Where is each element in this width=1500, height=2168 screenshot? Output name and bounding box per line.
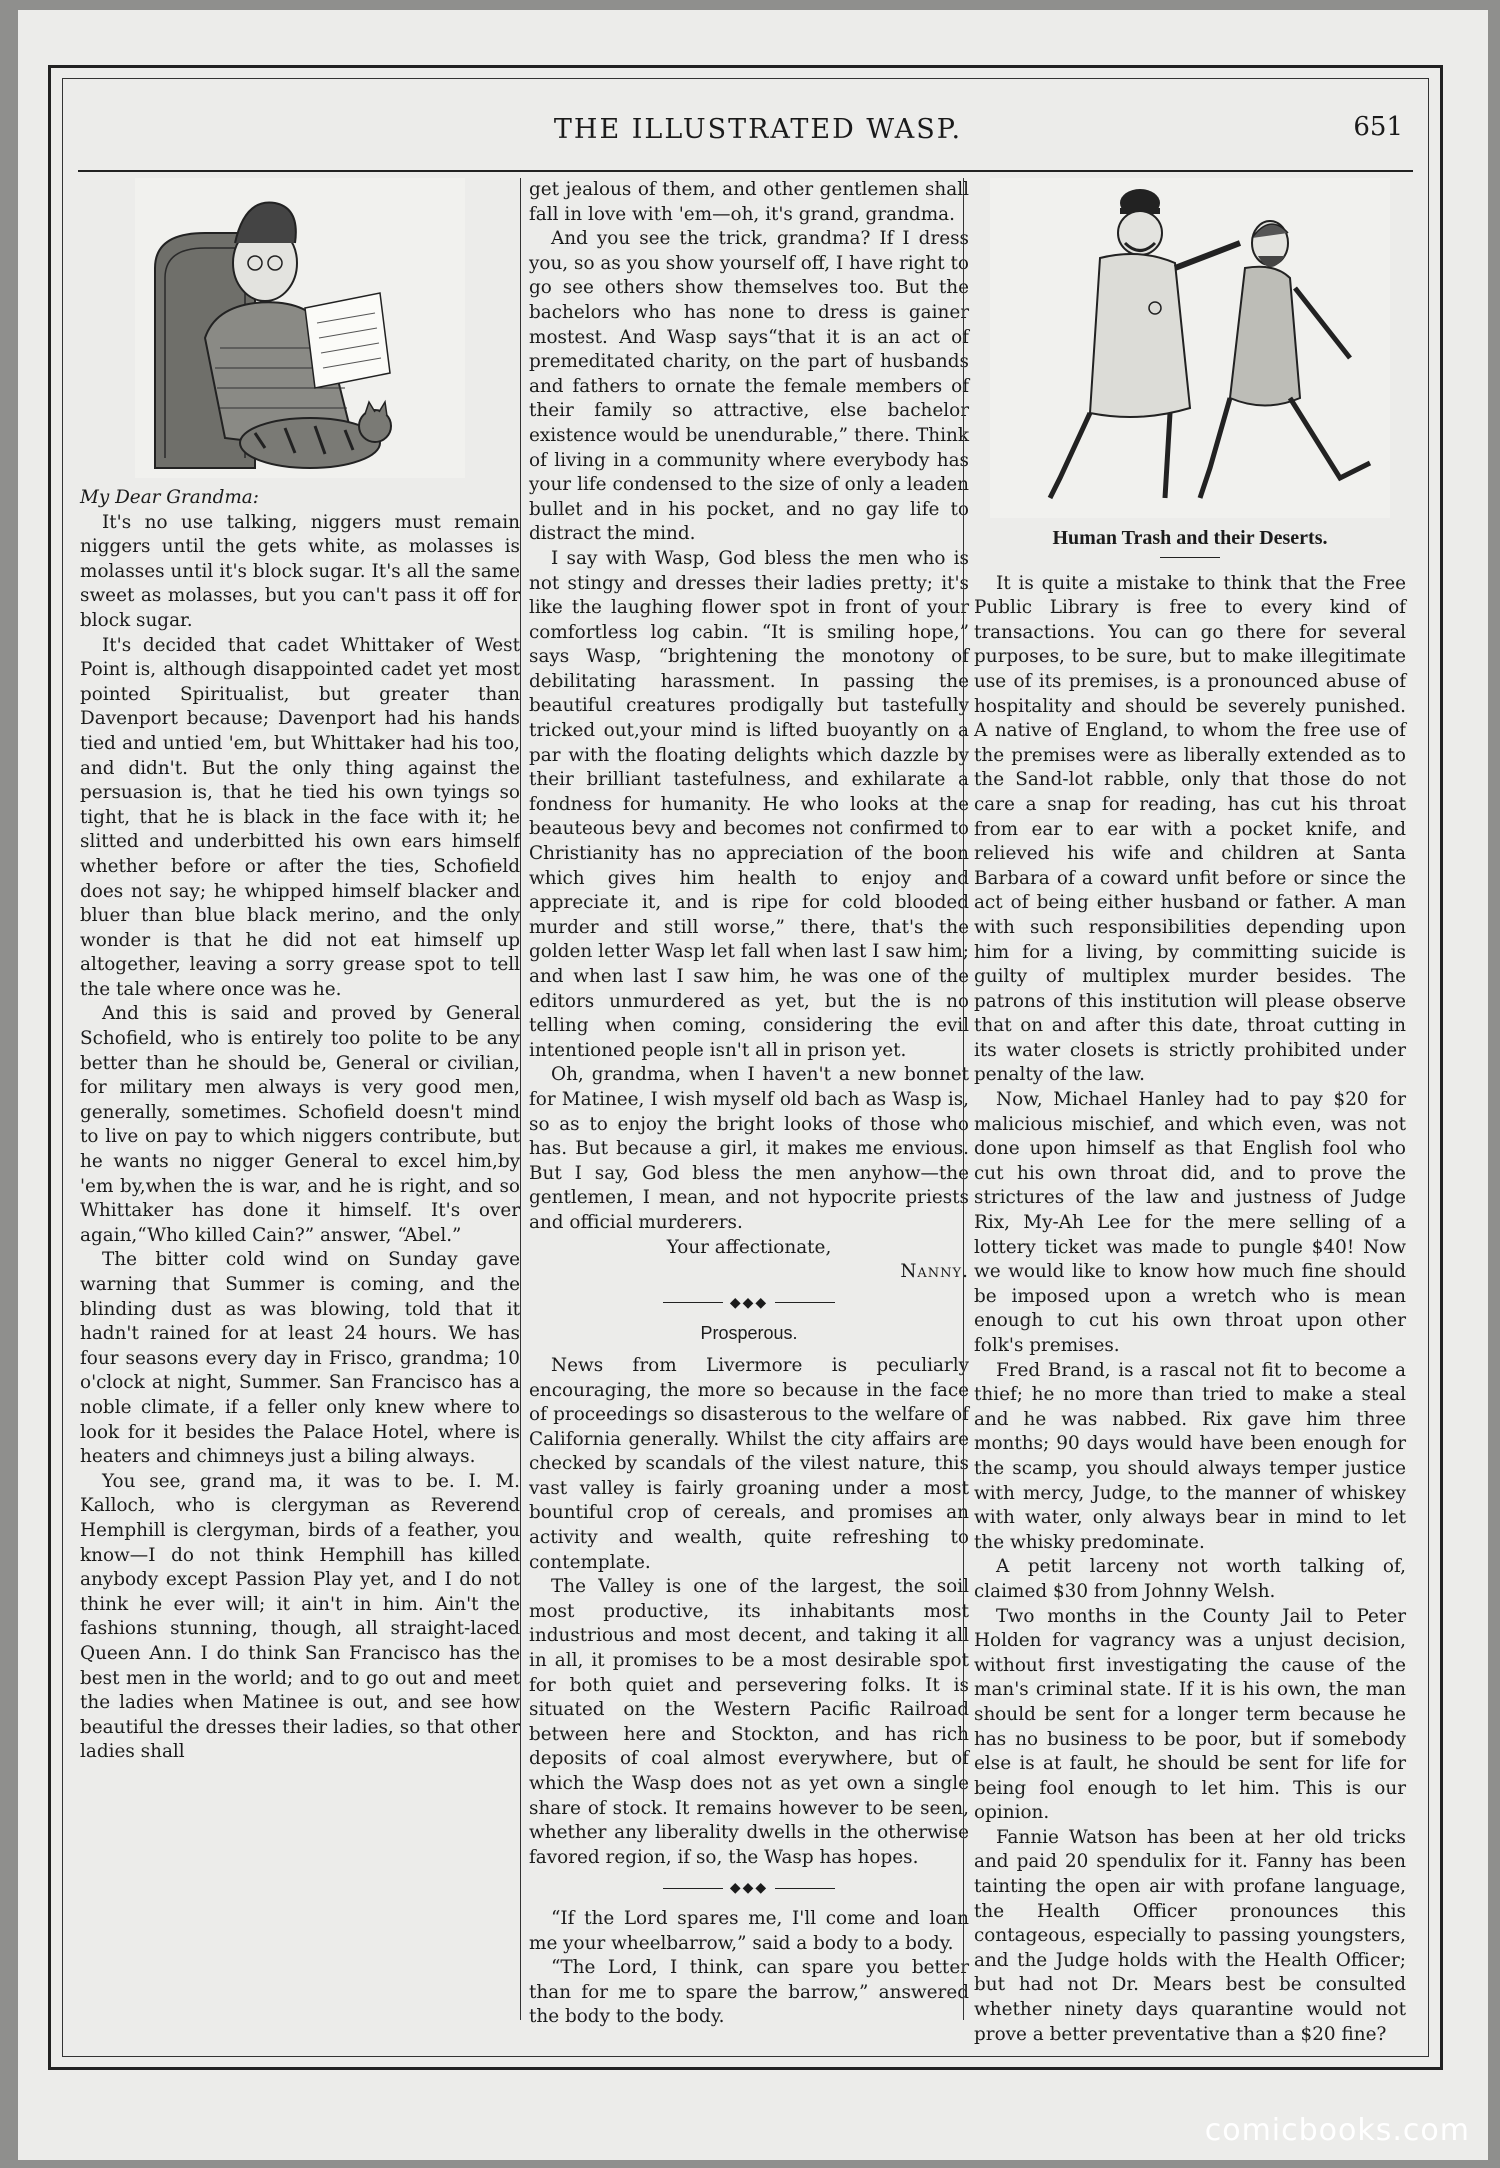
article-paragraph: Two months in the County Jail to Peter Holden for vagrancy was a unjust decision, without first investigating the cause of the man's criminal state. If it is his own, the man should be sent for a longer term because he has no business to be poor, but if somebody else is at fault, he should be sent for life for being fool enough to let him. This is our opinion. — [974, 1605, 1406, 1824]
section-divider: ◆◆◆ — [529, 1291, 969, 1316]
letter-signature: Nanny. — [900, 1261, 969, 1283]
column-2 — [520, 178, 969, 2028]
article-paragraph: Fannie Watson has been at her old tricks and paid 20 spendulix for it. Fanny has been tainting the open air with profane language, the Health Officer pronounces this contageous, especially to passing youngsters, and the Judge holds with the Health Officer; but had not Dr. Mears best be consulted whether ninety days quarantine would not prove a better preventative than a $20 fine? — [974, 1826, 1406, 2045]
section-divider: ◆◆◆ — [529, 1876, 969, 1901]
article-paragraph: News from Livermore is peculiarly encouraging, the more so because in the face of proceedings so disasterous to the welfare of California generally. Whilst the city affairs are checked by scandals of the vilest nature, this vast valley is fairly groaning under a most bountiful crop of cereals, and promises an activity and wealth, quite refreshing to contemplate. — [529, 1354, 969, 1573]
article-paragraph: Fred Brand, is a rascal not fit to become a thief; he no more than tried to make a steal and he was nabbed. Rix gave him three months; 90 days would have been enough for the scamp, you should always temper justice with mercy, Judge, to the manner of whiskey with water, only always bear in mind to let the whisky predominate. — [974, 1359, 1406, 1553]
newspaper-page — [18, 10, 1488, 2160]
article-paragraph: And this is said and proved by General Schofield, who is entirely too polite to be any better than he should be, General or civilian, for military men always is very good men, generally, sometimes. Schofield doesn't mind to live on pay to which niggers contribute, but he wants no nigger General to excel him,by 'em by,when the is war, and he is right, and so Whittaker has done it himself. It's over again,“Who killed Cain?” answer, “Abel.” — [80, 1003, 520, 1246]
caption-rule — [1160, 557, 1220, 558]
letter-salutation: My Dear Grandma: — [80, 487, 259, 508]
column-3 — [963, 178, 1406, 2045]
article-paragraph: “If the Lord spares me, I'll come and loan me your wheelbarrow,” said a body to a body. — [529, 1907, 969, 1954]
grandma-illustration — [135, 178, 465, 478]
article-paragraph: Oh, grandma, when I haven't a new bonnet for Matinee, I wish myself old bach as Wasp is, so as to enjoy the bright looks of those who has. But because a girl, it makes me envious. But I say, God bless the men anyhow—the gentlemen, I mean, and not hypocrite priests and official murderers. — [529, 1064, 969, 1233]
illustration-caption: Human Trash and their Deserts. — [1052, 527, 1328, 549]
column-1 — [80, 178, 520, 2020]
article-paragraph: A petit larceny not worth talking of, claimed $30 from Johnny Welsh. — [974, 1556, 1406, 1602]
masthead-title: THE ILLUSTRATED WASP. — [553, 114, 963, 145]
page-header — [78, 110, 1413, 172]
article-paragraph: The Valley is one of the largest, the soil most productive, its inhabitants most industrious and most decent, and taking it all in all, it promises to be a most desirable spot for both quiet and persevering folks. It is situated on the Western Pacific Railroad between here and Stockton, and has rich deposits of coal almost everywhere, but of which the Wasp does not as yet own a single share of stock. It remains however to be seen, whether any liberality dwells in the otherwise favored region, if so, the Wasp has hopes. — [529, 1576, 969, 1868]
article-paragraph: It is quite a mistake to think that the Free Public Library is free to every kind of transactions. You can go there for several purposes, to be sure, but to make illegitimate use of its premises, is a pronounced abuse of hospitality and should be severely punished. A native of England, to whom the free use of the premises were as liberally extended as to the Sand-lot rabble, only that those do not care a snap for reading, has cut his throat from ear to ear with a pocket knife, and relieved his wife and children at Santa Barbara of a coward unfit before or since the act of being either husband or father. A man with such responsibilities depending upon him for a living, by committing suicide is guilty of multiplex murder besides. The patrons of this institution will please observe that on and after this date, throat cutting in its water closets is strictly prohibited under penalty of the law. — [974, 572, 1406, 1086]
article-paragraph: It's no use talking, niggers must remain niggers until the gets white, as molasses is molasses until it's block sugar. It's all the same sweet as molasses, but you can't pass it off for block sugar. — [80, 511, 520, 631]
article-paragraph: It's decided that cadet Whittaker of West Point is, although disappointed cadet yet most pointed Spiritualist, but greater than Davenport because; Davenport had his hands tied and untied 'em, but Whittaker had his too, and didn't. But the only thing against the persuasion is, that he tied his own tyings so tight, that he is black in the face with it; he slitted and underbitted his own ears himself whether before or after the ties, Schofield does not say; he whipped himself blacker and bluer than blue black merino, and the only wonder is that he did not eat himself up altogether, leaving a sorry grease spot to tell the tale where once was he. — [80, 634, 520, 1000]
article-paragraph: And you see the trick, grandma? If I dress you, so as you show yourself off, I have right to go see others show themselves too. But the bachelors who has none to dress is gainer mostest. And Wasp says“that it is an act of premeditated charity, on the part of husbands and fathers to ornate the female members of their family so attractive, else bachelor existence would be unendurable,” there. Think of living in a community where everybody has your life condensed to the size of only a leaden bullet and in his pocket, and no gay life to distract the mind. — [529, 228, 969, 545]
section-title: Prosperous. — [700, 1323, 798, 1344]
letter-closing: Your affectionate, — [666, 1236, 832, 1258]
article-paragraph: get jealous of them, and other gentlemen shall fall in love with 'em—oh, it's grand, grandma. — [529, 179, 969, 225]
article-paragraph: Now, Michael Hanley had to pay $20 for malicious mischief, and which even, was not done upon himself as that English fool who cut his own throat did, and to prove the strictures of the law and justness of Judge Rix, My-Ah Lee for the mere selling of a lottery ticket was made to pungle $40! Now we would like to know how much fine should be imposed upon a wretch who is mean enough to cut his own throat upon other folk's premises. — [974, 1089, 1406, 1356]
article-paragraph: The bitter cold wind on Sunday gave warning that Summer is coming, and the blinding dust as was blowing, told that it hadn't rained for at least 24 hours. We has four seasons every day in Frisco, grandma; 10 o'clock at night, Summer. San Francisco has a noble climate, if a feller only knew where to look for it besides the Palace Hotel, where is heaters and chimneys just a biling always. — [80, 1249, 520, 1468]
article-paragraph: I say with Wasp, God bless the men who is not stingy and dresses their ladies pretty; it's like the laughing flower spot in front of your comfortless log cabin. “It is smiling hope,” says Wasp, “brightening the monotony of debilitating harassment. In passing the beautiful creatures prodigally but tastefully tricked out,your mind is lifted buoyantly on a par with the floating delights which dazzle by their brilliant tastefulness, and exhilarate a fondness for humanity. He who looks at the beauteous bevy and becomes not confirmed to Christianity has no appreciation of the boon which gives him health to enjoy and appreciate it, and is ripe for cold blooded murder and still worse,” there, that's the golden letter Wasp let fall when last I saw him; and when last I saw him, he was one of the editors unmurdered as yet, but the is no telling when coming, considering the evil intentioned people isn't all in prison yet. — [529, 547, 969, 1061]
site-watermark: comicbooks.com — [1204, 2113, 1470, 2148]
article-paragraph: “The Lord, I think, can spare you better than for me to spare the barrow,” answered the body to the body. — [529, 1957, 969, 2028]
policeman-illustration — [990, 178, 1390, 518]
page-number: 651 — [1353, 112, 1403, 142]
article-paragraph: You see, grand ma, it was to be. I. M. Kalloch, who is clergyman as Reverend Hemphill is clergyman, birds of a feather, you know—I do not think Hemphill has killed anybody except Passion Play yet, and I do not think he ever will; it ain't in him. Ain't the fashions stunning, though, all straight-laced Queen Ann. I do think San Francisco has the best men in the world; and to go out and meet the ladies when Matinee is out, and see how beautiful the dresses their ladies, so that other ladies shall — [80, 1470, 520, 1763]
